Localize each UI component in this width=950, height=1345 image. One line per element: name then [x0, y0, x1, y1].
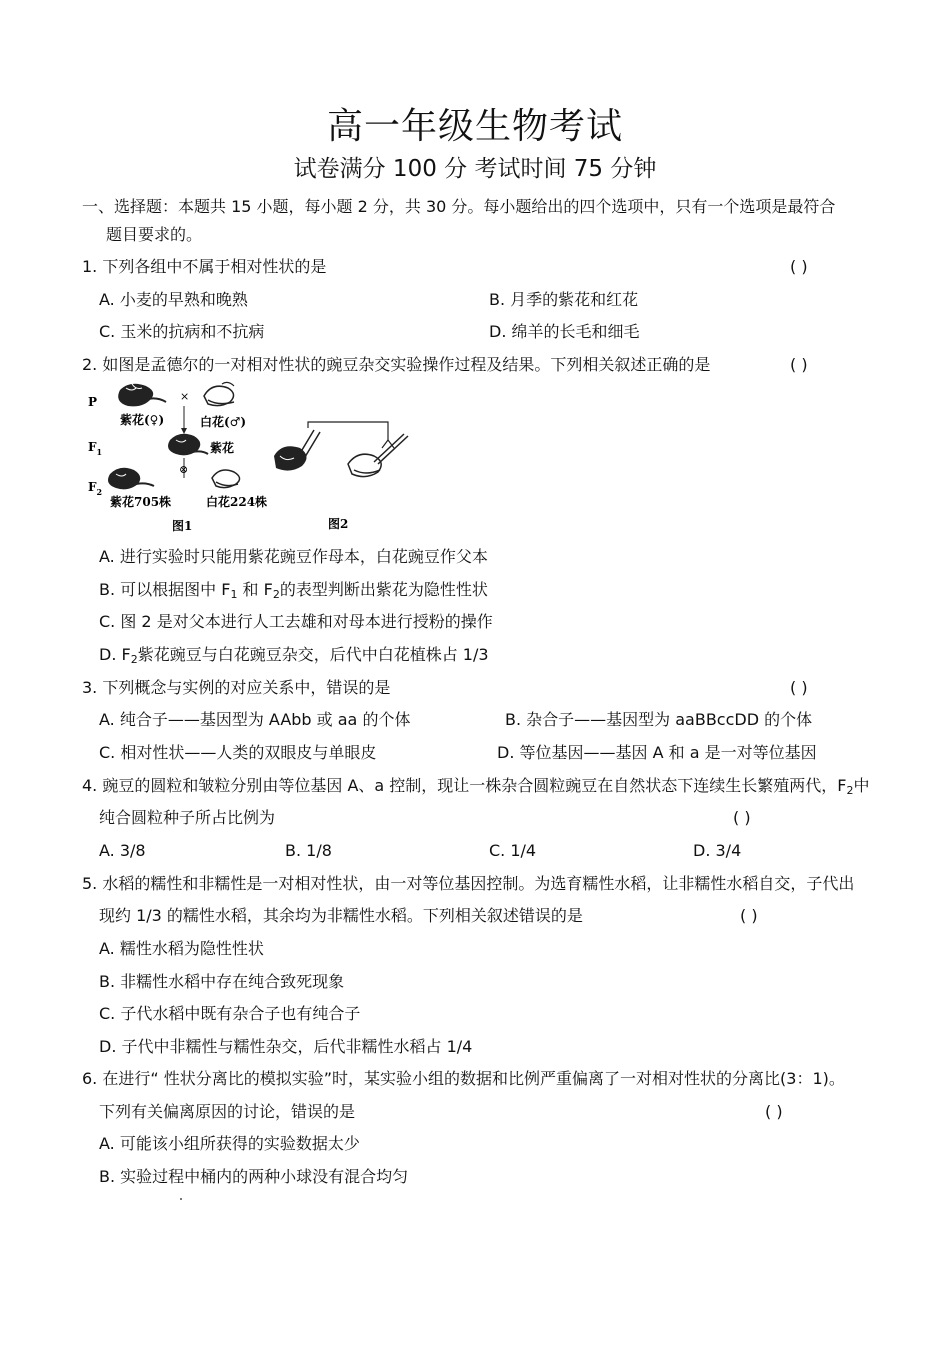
page-speck — [180, 1198, 182, 1200]
q1-option-b: B. 月季的紫花和红花 — [489, 290, 639, 309]
mendel-pea-cross-diagram — [82, 378, 422, 538]
exam-subtitle: 试卷满分 100 分 考试时间 75 分钟 — [293, 156, 657, 182]
q2-option-a: A. 进行实验时只能用紫花豌豆作母本，白花豌豆作父本 — [99, 547, 488, 566]
q5-option-c: C. 子代水稻中既有杂合子也有纯合子 — [99, 1004, 361, 1023]
q4-option-d: D. 3/4 — [693, 841, 742, 860]
q5-answer-paren: ( ) — [740, 906, 758, 925]
q3-stem: 3. 下列概念与实例的对应关系中，错误的是 — [82, 678, 391, 697]
cross-symbol: × — [180, 390, 190, 403]
f1-purple-flower-icon — [168, 434, 208, 456]
q3-option-b: B. 杂合子——基因型为 aaBBccDD 的个体 — [505, 710, 813, 729]
pollination-diagram — [274, 422, 408, 477]
q1-answer-paren: ( ) — [790, 257, 808, 276]
q2-option-d: D. $F_2$紫花豌豆与白花豌豆杂交，后代中白花植株占 1/3 — [99, 645, 489, 666]
label-white-male: 白花(♂) — [200, 415, 247, 429]
label-fig1: 图1 — [172, 519, 193, 533]
q2-option-b: B. 可以根据图中 $F_1$ 和 $F_2$的表型判断出紫花为隐性性状 — [99, 580, 488, 601]
label-f1-purple: 紫花 — [210, 441, 235, 455]
q5-stem-line1: 5. 水稻的糯性和非糯性是一对相对性状，由一对等位基因控制。为选育糯性水稻，让非糯性水稻自交，子代出 — [82, 874, 855, 893]
purple-flower-icon — [118, 384, 166, 407]
q6-stem-line1: 6. 在进行“ 性状分离比的模拟实验”时，某实验小组的数据和比例严重偏离了一对相对性状的分离比(3：1)。 — [82, 1069, 845, 1088]
q2-answer-paren: ( ) — [790, 355, 808, 374]
q4-option-a: A. 3/8 — [99, 841, 146, 860]
q1-option-a: A. 小麦的早熟和晚熟 — [99, 290, 248, 309]
q5-stem-line2: 现约 1/3 的糯性水稻，其余均为非糯性水稻。下列相关叙述错误的是 — [99, 906, 583, 925]
q5-option-b: B. 非糯性水稻中存在纯合致死现象 — [99, 972, 345, 991]
white-flower-icon — [204, 382, 234, 405]
label-f1: $F_1$ — [88, 440, 103, 457]
q5-option-d: D. 子代中非糯性与糯性杂交，后代非糯性水稻占 1/4 — [99, 1037, 473, 1056]
q3-option-c: C. 相对性状——人类的双眼皮与单眼皮 — [99, 743, 377, 762]
q2-stem: 2. 如图是孟德尔的一对相对性状的豌豆杂交实验操作过程及结果。下列相关叙述正确的是 — [82, 355, 711, 374]
q2-option-c: C. 图 2 是对父本进行人工去雄和对母本进行授粉的操作 — [99, 612, 493, 631]
q6-stem-line2: 下列有关偏离原因的讨论，错误的是 — [99, 1102, 356, 1121]
f2-white-flower-icon — [212, 470, 240, 488]
q6-answer-paren: ( ) — [765, 1102, 783, 1121]
label-f2-purple-705: 紫花705株 — [110, 495, 172, 509]
q6-option-a: A. 可能该小组所获得的实验数据太少 — [99, 1134, 360, 1153]
label-fig2: 图2 — [328, 517, 349, 531]
q3-answer-paren: ( ) — [790, 678, 808, 697]
q1-option-c: C. 玉米的抗病和不抗病 — [99, 322, 265, 341]
q2-figure — [82, 378, 422, 538]
section-instruction-line1: 一、选择题：本题共 15 小题，每小题 2 分，共 30 分。每小题给出的四个选项中，只有一个选项是最符合 — [82, 197, 836, 216]
q4-stem-line2: 纯合圆粒种子所占比例为 — [99, 808, 276, 827]
f2-purple-flower-icon — [108, 468, 154, 490]
exam-title: 高一年级生物考试 — [326, 106, 623, 147]
label-f2-white-224: 白花224株 — [206, 495, 268, 509]
section-instruction-line2: 题目要求的。 — [106, 225, 203, 244]
q1-option-d: D. 绵羊的长毛和细毛 — [489, 322, 640, 341]
q1-stem: 1. 下列各组中不属于相对性状的是 — [82, 257, 327, 276]
label-p: P — [88, 395, 98, 409]
q4-option-b: B. 1/8 — [285, 841, 332, 860]
q6-option-b: B. 实验过程中桶内的两种小球没有混合均匀 — [99, 1167, 409, 1186]
q3-option-a: A. 纯合子——基因型为 AAbb 或 aa 的个体 — [99, 710, 411, 729]
q4-stem-line1: 4. 豌豆的圆粒和皱粒分别由等位基因 A、a 控制，现让一株杂合圆粒豌豆在自然状态下连续生长繁殖两代，$F_2$中 — [82, 776, 870, 797]
q3-option-d: D. 等位基因——基因 A 和 a 是一对等位基因 — [497, 743, 817, 762]
q4-option-c: C. 1/4 — [489, 841, 537, 860]
label-purple-female: 紫花(♀) — [120, 413, 165, 427]
q5-option-a: A. 糯性水稻为隐性性状 — [99, 939, 264, 958]
self-symbol: ⊗ — [179, 463, 189, 476]
label-f2: $F_2$ — [88, 480, 103, 497]
q4-answer-paren: ( ) — [733, 808, 751, 827]
